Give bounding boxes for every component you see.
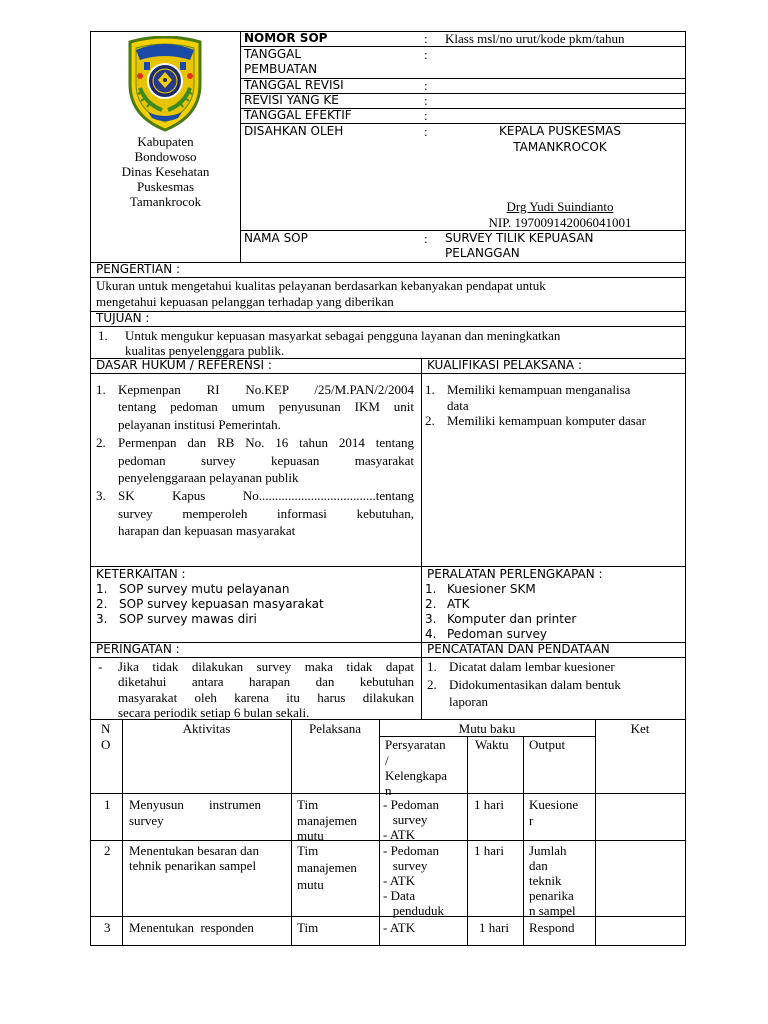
signer-name: Drg Yudi Suindianto (506, 199, 614, 214)
colon: : (424, 124, 428, 139)
row-no: 1 (104, 797, 111, 812)
peringatan-line: Jika tidak dilakukan survey maka tidak dapat (118, 659, 414, 674)
list-item: SK Kapus No....................................tentang (118, 488, 414, 503)
list-item: Didokumentasikan dalam bentuk (449, 677, 621, 692)
list-number: 1. (96, 582, 108, 596)
list-item: Kuesioner SKM (447, 582, 536, 596)
list-number: 1. (427, 659, 437, 674)
row-persyaratan: - Pedoman (383, 843, 439, 858)
header-persyaratan-4: n (385, 783, 392, 798)
header-waktu: Waktu (475, 737, 509, 752)
tujuan-text: Untuk mengukur kepuasan masyarkat sebagai pengguna layanan dan meningkatkan (125, 328, 561, 343)
list-item: pelayanan institusi Pemerintah. (118, 417, 281, 432)
row-persyaratan: - Data (383, 888, 416, 903)
list-item: Dicatat dalam lembar kuesioner (449, 659, 615, 674)
list-item: Permenpan dan RB No. 16 tahun 2014 tentang (118, 435, 414, 450)
row-aktivitas: survey (129, 813, 164, 828)
list-item: data (447, 398, 469, 413)
row-no: 3 (104, 920, 111, 935)
list-number: 4. (425, 627, 437, 641)
row-persyaratan: - ATK (383, 873, 416, 888)
colon: : (424, 93, 428, 108)
peringatan-label: PERINGATAN : (96, 642, 180, 656)
list-item: Memiliki kemampuan komputer dasar (447, 413, 646, 428)
row-output: Respond (529, 920, 575, 935)
dasar-hukum-label: DASAR HUKUM / REFERENSI : (96, 358, 272, 372)
list-item: pedoman survey kepuasan masyarakat (118, 453, 414, 468)
list-item: Komputer dan printer (447, 612, 577, 626)
row-output: Jumlah (529, 843, 567, 858)
peringatan-line: masyarakat oleh karena itu harus dilakukan (118, 690, 414, 705)
tanggal-pembuatan-label-2: PEMBUATAN (244, 62, 318, 76)
signer-nip: NIP. 197009142006041001 (488, 215, 632, 230)
list-item: laporan (449, 694, 488, 709)
tanggal-pembuatan-label: TANGGAL (244, 47, 302, 61)
row-output: penarika (529, 888, 574, 903)
nomor-sop-label: NOMOR SOP (244, 31, 328, 45)
colon: : (424, 47, 428, 62)
row-persyaratan: survey (383, 858, 428, 873)
peringatan-line: diketahui antara harapan dan kebutuhan (118, 674, 414, 689)
list-item: Pedoman survey (447, 627, 547, 641)
list-item: SOP survey mutu pelayanan (119, 582, 290, 596)
row-aktivitas: Menyusun instrumen (129, 797, 261, 812)
row-waktu: 1 hari (474, 843, 504, 858)
colon: : (424, 231, 428, 246)
keterkaitan-label: KETERKAITAN : (96, 567, 186, 581)
row-pelaksana: mutu (297, 828, 324, 843)
nama-sop-value: SURVEY TILIK KEPUASAN (445, 231, 594, 245)
header-output: Output (529, 737, 566, 752)
row-output: Kuesione (529, 797, 579, 812)
list-number: 2. (425, 597, 437, 611)
row-pelaksana: Tim (297, 843, 319, 858)
row-persyaratan: - ATK (383, 827, 416, 842)
row-aktivitas: Menentukan responden (129, 920, 254, 935)
nomor-sop-value: Klass msl/no urut/kode pkm/tahun (445, 31, 625, 46)
header-persyaratan-3: Kelengkapa (385, 768, 448, 783)
row-aktivitas: Menentukan besaran dan (129, 843, 259, 858)
list-item: ATK (447, 597, 470, 611)
header-pelaksana: Pelaksana (309, 721, 361, 736)
header-persyaratan: Persyaratan (385, 737, 446, 752)
row-pelaksana: manajemen (297, 813, 357, 828)
pengertian-label: PENGERTIAN : (96, 262, 181, 276)
row-pelaksana: mutu (297, 877, 324, 892)
list-number: 1. (425, 582, 437, 596)
header-mutu-baku: Mutu baku (458, 721, 516, 736)
pengertian-text: Ukuran untuk mengetahui kualitas pelayanan berdasarkan kebanyakan pendapat untuk (96, 278, 546, 293)
row-persyaratan: - ATK (383, 920, 416, 935)
header-persyaratan-2: / (385, 753, 389, 768)
row-pelaksana: manajemen (297, 860, 357, 875)
nama-sop-value-2: PELANGGAN (445, 246, 520, 260)
list-item: SOP survey kepuasan masyarakat (119, 597, 324, 611)
disahkan-value-2: TAMANKROCOK (513, 140, 607, 154)
row-output: n sampel (529, 903, 576, 918)
list-item: SOP survey mawas diri (119, 612, 257, 626)
list-item: Memiliki kemampuan menganalisa (447, 382, 631, 397)
list-number: 3. (425, 612, 437, 626)
row-output: teknik (529, 873, 562, 888)
list-number: 2. (425, 413, 435, 428)
tanggal-efektif-label: TANGGAL EFEKTIF (244, 108, 352, 122)
row-persyaratan: - Pedoman (383, 797, 439, 812)
pencatatan-label: PENCATATAN DAN PENDATAAN (427, 642, 610, 656)
header-no-2: O (101, 737, 111, 752)
list-number: 1. (425, 382, 435, 397)
colon: : (424, 108, 428, 123)
header-aktivitas: Aktivitas (182, 721, 231, 736)
row-persyaratan: survey (383, 812, 428, 827)
list-item: Kepmenpan RI No.KEP /25/M.PAN/2/2004 (118, 382, 414, 397)
list-number: 2. (427, 677, 437, 692)
bullet: - (98, 659, 103, 674)
tujuan-number: 1. (98, 328, 108, 343)
peringatan-line: secara periodik setiap 6 bulan sekali. (118, 705, 310, 720)
peralatan-label: PERALATAN PERLENGKAPAN : (427, 567, 603, 581)
tujuan-label: TUJUAN : (96, 311, 150, 325)
list-item: penyelenggaraan pelayanan publik (118, 470, 299, 485)
tanggal-revisi-label: TANGGAL REVISI (244, 78, 344, 92)
kualifikasi-label: KUALIFIKASI PELAKSANA : (427, 358, 582, 372)
header-no: N (101, 721, 111, 736)
bondowoso-emblem-logo (118, 36, 212, 132)
disahkan-label: DISAHKAN OLEH (244, 124, 344, 138)
pengertian-text-2: mengetahui kepuasan pelanggan terhadap yang diberikan (96, 294, 394, 309)
disahkan-value: KEPALA PUSKESMAS (499, 124, 621, 138)
list-number: 2. (96, 597, 108, 611)
row-pelaksana: Tim (297, 797, 319, 812)
row-output: r (529, 813, 534, 828)
row-waktu: 1 hari (479, 920, 509, 935)
colon: : (424, 31, 428, 46)
list-number: 3. (96, 488, 106, 503)
list-item: survey memperoleh informasi kebutuhan, (118, 506, 414, 521)
row-aktivitas: tehnik penarikan sampel (129, 858, 257, 873)
colon: : (424, 78, 428, 93)
list-number: 3. (96, 612, 108, 626)
row-no: 2 (104, 843, 111, 858)
nama-sop-label: NAMA SOP (244, 231, 308, 245)
row-output: dan (529, 858, 548, 873)
list-item: harapan dan kepuasan masyarakat (118, 523, 296, 538)
revisi-label: REVISI YANG KE (244, 93, 339, 107)
list-number: 1. (96, 382, 106, 397)
row-persyaratan: penduduk (383, 903, 445, 918)
tujuan-text-2: kualitas penyelenggara publik. (125, 343, 285, 358)
row-waktu: 1 hari (474, 797, 504, 812)
header-ket: Ket (630, 721, 650, 736)
row-pelaksana: Tim (297, 920, 319, 935)
list-item: tentang pedoman umum penyusunan IKM unit (118, 399, 414, 414)
list-number: 2. (96, 435, 106, 450)
